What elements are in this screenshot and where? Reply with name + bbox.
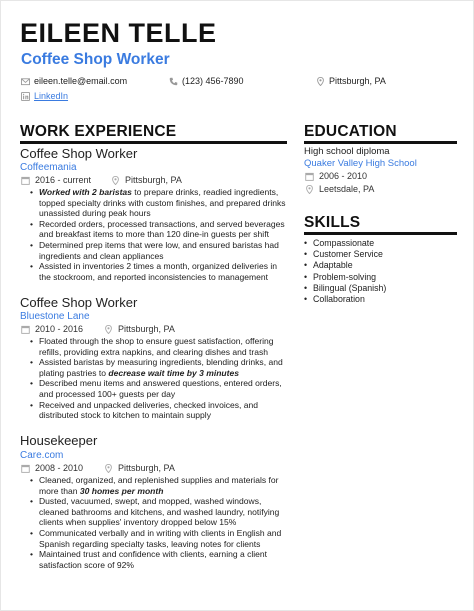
company-name: Coffeemania [20,162,77,173]
education-degree: High school diploma [304,146,390,157]
location-pin-icon [104,325,113,334]
location-pin-icon [316,77,325,86]
skill-item: • Problem-solving [302,272,462,283]
company-name: Care.com [20,450,64,461]
phone-icon [169,77,178,86]
work-experience-heading: WORK EXPERIENCE [20,123,177,140]
linkedin-link[interactable]: LinkedIn [34,91,69,101]
calendar-icon [305,172,314,181]
email-contact[interactable] [21,77,127,86]
location-text: Pittsburgh, PA [329,76,386,86]
highlighted-achievement: Worked with 2 baristas [39,187,132,197]
job-bullet: • Received and unpacked deliveries, checked invoices, and distributed stock to kitchen to maintain supply [28,400,290,421]
location-pin-icon [104,464,113,473]
education-location-text: Leetsdale, PA [319,184,375,194]
job-location [104,464,175,473]
job-location [104,325,175,334]
job-dates [21,325,83,334]
education-dates [305,172,367,181]
job-bullet: • Described menu items and answered questions, entered orders, and processed 100+ guests per day [28,378,290,399]
location-pin-icon [111,176,120,185]
job-bullet: • Dusted, vacuumed, swept, and mopped, washed windows, cleaned bathrooms and kitchens, and washed laundry, notifying clients when supplies' inventory dropped below 15% [28,496,290,528]
job-dates-text: 2010 - 2016 [35,324,84,334]
phone-text: (123) 456-7890 [182,76,244,86]
job-bullets [28,475,290,570]
job-dates-text: 2016 - current [35,175,92,185]
job-dates [21,176,91,185]
job-bullet: • Cleaned, organized, and replenished supplies and materials for more than 30 homes per month [28,475,290,496]
skill-item: • Adaptable [302,260,462,271]
job-bullet: • Determined prep items that were low, and ensured baristas had ingredients and clean appliances [28,240,290,261]
email-text: eileen.telle@email.com [34,76,128,86]
job-bullet: • Floated through the shop to ensure guest satisfaction, offering refills, providing extra napkins, and clearing dishes and trash [28,336,290,357]
linkedin-icon [21,92,30,101]
job-dates [21,464,83,473]
skills-list [302,238,462,305]
location-contact [316,77,386,86]
job-location [111,176,182,185]
company-name: Bluestone Lane [20,311,90,322]
highlighted-achievement: decrease wait time by 3 minutes [108,367,240,378]
linkedin-contact[interactable] [21,92,68,101]
job-bullet: • Recorded orders, processed transactions, and served beverages and breakfast items to more than 120 dine-in guests per shift [28,219,290,240]
skill-item: • Compassionate [302,238,462,249]
education-school: Quaker Valley High School [304,158,417,169]
education-location [305,185,374,194]
skill-item: • Customer Service [302,249,462,260]
job-bullet: • Worked with 2 baristas to prepare drinks, readied ingredients, topped specialty drinks with custom finishes, and prepared drinks unassisted during peak hours [28,187,290,219]
job-title: Coffee Shop Worker [20,295,138,310]
job-bullets [28,187,290,282]
job-dates-text: 2008 - 2010 [35,463,84,473]
job-bullets [28,336,290,421]
location-pin-icon [305,185,314,194]
job-title: Coffee Shop Worker [20,146,138,161]
calendar-icon [21,464,30,473]
envelope-icon [21,77,30,86]
job-location-text: Pittsburgh, PA [118,324,175,334]
calendar-icon [21,176,30,185]
job-title: Housekeeper [20,433,98,448]
education-dates-text: 2006 - 2010 [319,171,368,181]
job-bullet: • Maintained trust and confidence with clients, earning a client satisfaction score of 92% [28,549,290,570]
calendar-icon [21,325,30,334]
education-divider [304,141,457,144]
job-location-text: Pittsburgh, PA [125,175,182,185]
phone-contact[interactable] [169,77,244,86]
skills-heading: SKILLS [304,214,361,231]
skills-divider [304,232,457,235]
candidate-title: Coffee Shop Worker [21,51,170,68]
job-location-text: Pittsburgh, PA [118,463,175,473]
education-heading: EDUCATION [304,123,397,140]
candidate-name: EILEEN TELLE [20,18,217,48]
job-bullet: • Communicated verbally and in writing with clients in English and Spanish regarding specialty tasks, leaving notes for clients [28,528,290,549]
job-bullet: • Assisted in inventories 2 times a month, organized deliveries in the stockroom, and reported inconsistencies to management [28,261,290,282]
skill-item: • Bilingual (Spanish) [302,283,462,294]
skill-item: • Collaboration [302,294,462,305]
job-bullet: • Assisted baristas by measuring ingredients, blending drinks, and plating pastries to decrease wait time by 3 minutes [28,357,290,378]
highlighted-achievement: 30 homes per month [79,485,164,496]
work-experience-divider [20,141,287,144]
